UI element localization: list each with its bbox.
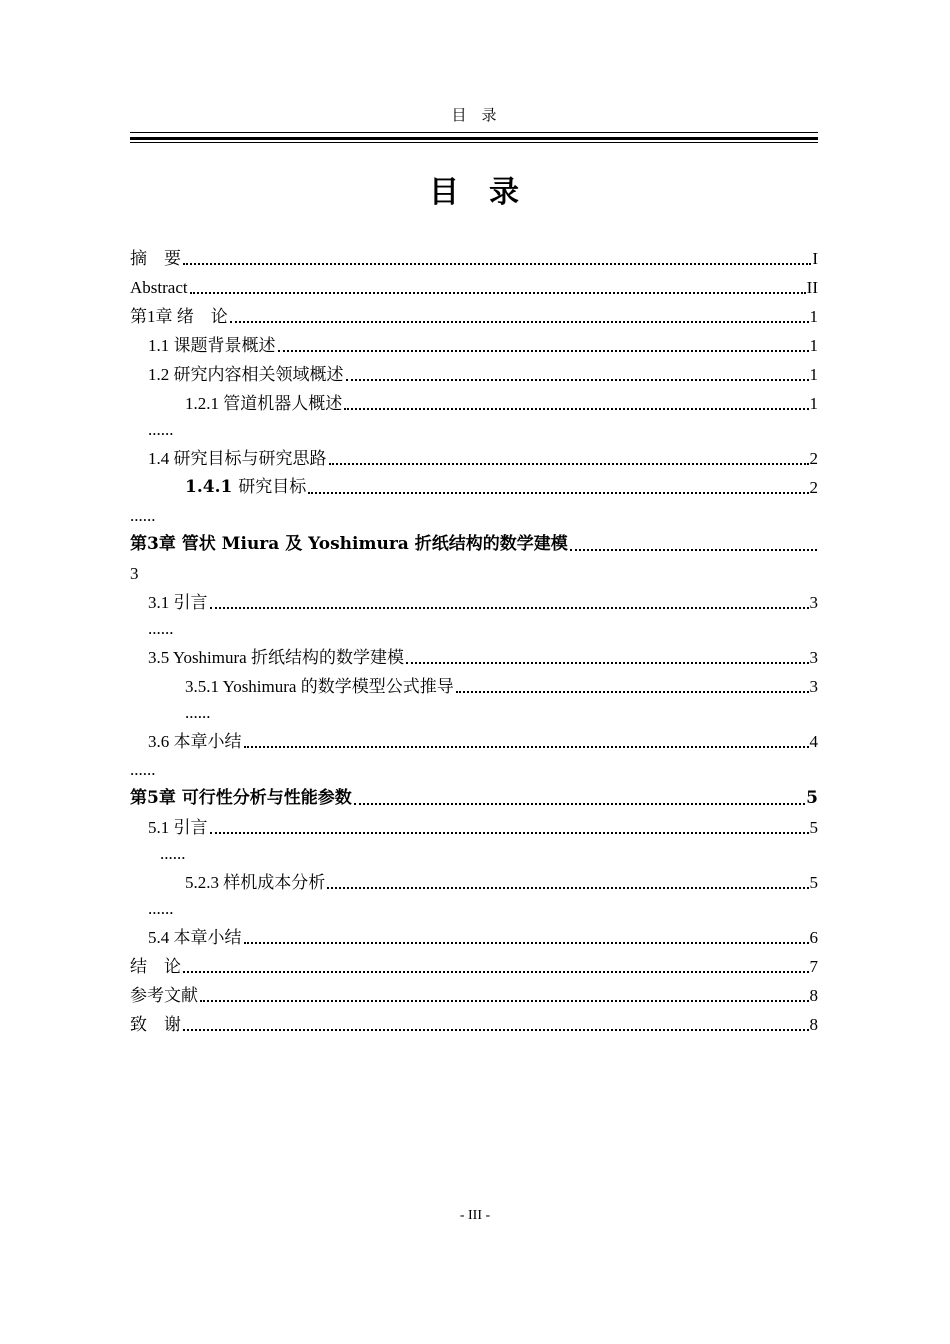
toc-entry-page: 1	[809, 336, 818, 355]
toc-entry-label: ......	[130, 506, 156, 525]
toc-entry-label: 3.1 引言	[148, 593, 208, 612]
toc-ellipsis	[130, 698, 818, 724]
toc-dot-leader	[354, 803, 805, 805]
toc-entry-label: 3.5 Yoshimura 折纸结构的数学建模	[148, 648, 404, 667]
toc-entry[interactable]	[130, 669, 818, 698]
toc-entry[interactable]	[130, 724, 818, 753]
toc-entry-label: 5.4 本章小结	[148, 928, 242, 947]
toc-entry-label: 1.2.1 管道机器人概述	[185, 394, 343, 413]
toc-entry[interactable]	[130, 640, 818, 669]
toc-entry-label: 5.1 引言	[148, 818, 208, 837]
toc-entry-label: ......	[160, 844, 186, 863]
toc-entry[interactable]	[130, 299, 818, 328]
toc-entry[interactable]	[130, 328, 818, 357]
toc-entry-page: 7	[809, 957, 818, 976]
toc-entry-label: 参考文献	[130, 986, 198, 1005]
toc-entry[interactable]	[130, 386, 818, 415]
toc-entry-label: 摘 要	[130, 249, 181, 268]
toc-entry[interactable]	[130, 920, 818, 949]
toc-entry-label: 结 论	[130, 957, 181, 976]
toc-entry-page: 3	[809, 677, 818, 696]
toc-entry[interactable]	[130, 865, 818, 894]
toc-dot-leader	[183, 263, 811, 265]
toc-entry-label: ......	[130, 760, 156, 779]
toc-entry[interactable]	[130, 781, 818, 810]
toc-dot-leader	[190, 292, 806, 294]
toc-dot-leader	[200, 1000, 809, 1002]
toc-entry-label: 1.2 研究内容相关领域概述	[148, 365, 344, 384]
toc-dot-leader	[406, 662, 809, 664]
toc-ellipsis	[130, 894, 818, 920]
toc-entry[interactable]	[130, 810, 818, 839]
toc-entry-page: 6	[809, 928, 818, 947]
toc-entry[interactable]	[130, 270, 818, 299]
page-header	[130, 106, 818, 143]
page-title: 目 录	[429, 176, 519, 209]
toc-entry-label: 第3章 管状 Miura 及 Yoshimura 折纸结构的数学建模	[130, 534, 568, 554]
toc-entry-page: 5	[806, 788, 818, 808]
toc-dot-leader	[210, 607, 809, 609]
toc-entry[interactable]	[130, 357, 818, 386]
toc-dot-leader	[344, 408, 808, 410]
toc-entry-label: Abstract	[130, 278, 188, 297]
toc-entry-page: 5	[809, 873, 818, 892]
toc-entry-page: 4	[809, 732, 818, 751]
toc-ellipsis	[130, 614, 818, 640]
toc-dot-leader	[308, 492, 808, 494]
toc-dot-leader	[210, 832, 809, 834]
toc-entry[interactable]	[130, 978, 818, 1007]
toc-entry[interactable]	[130, 1007, 818, 1036]
toc-entry-page: II	[806, 278, 818, 297]
toc-entry-label: ......	[148, 899, 174, 918]
toc-dot-leader	[278, 350, 809, 352]
toc-entry-label: 第1章 绪 论	[130, 307, 228, 326]
toc-entry-page: I	[812, 249, 818, 268]
toc-entry-label: 1.4 研究目标与研究思路	[148, 449, 327, 468]
toc-entry[interactable]	[130, 527, 818, 556]
toc-entry-label: 5.2.3 样机成本分析	[185, 873, 326, 892]
toc-ellipsis	[130, 499, 818, 527]
toc-entry-page: 1	[809, 365, 818, 384]
toc-entry-label: 3.5.1 Yoshimura 的数学模型公式推导	[185, 677, 454, 696]
toc-ellipsis	[130, 753, 818, 781]
toc-entry-page: 3	[809, 593, 818, 612]
toc-dot-leader	[329, 463, 809, 465]
header-rule-thick	[130, 137, 818, 140]
toc-entry-page: 1	[809, 307, 818, 326]
toc-entry-label: ......	[148, 619, 174, 638]
toc-entry-label: ......	[148, 420, 174, 439]
toc-entry[interactable]	[130, 241, 818, 270]
toc-entry-page: 8	[809, 1015, 818, 1034]
toc-dot-leader	[230, 321, 809, 323]
toc-entry-page: 3	[809, 648, 818, 667]
toc-dot-leader	[456, 691, 809, 693]
toc-entry-page: 1	[809, 394, 818, 413]
toc-entry-page: 2	[809, 478, 818, 497]
toc-ellipsis	[130, 839, 818, 865]
toc-entry-label: 1.1 课题背景概述	[148, 336, 276, 355]
toc-entry[interactable]	[130, 441, 818, 470]
toc-entry-label: 第5章 可行性分析与性能参数	[130, 788, 352, 808]
toc-entry-page: 2	[809, 449, 818, 468]
toc-entry[interactable]	[130, 470, 818, 499]
toc-entry-label: 3.6 本章小结	[148, 732, 242, 751]
toc-entry-page: 5	[809, 818, 818, 837]
toc-ellipsis	[130, 415, 818, 441]
toc-dot-leader	[244, 942, 809, 944]
toc-dot-leader	[570, 549, 817, 551]
toc-dot-leader	[327, 887, 808, 889]
toc-dot-leader	[183, 971, 809, 973]
toc-dot-leader	[183, 1029, 809, 1031]
toc-entry-number: 1.4.1	[185, 477, 239, 497]
toc-wrapped-page-number	[130, 556, 818, 585]
toc-list	[130, 241, 818, 1036]
toc-dot-leader	[346, 379, 809, 381]
toc-entry-label: 1.4.1 研究目标	[185, 477, 307, 497]
toc-dot-leader	[244, 746, 809, 748]
footer-page-number: - III -	[459, 1208, 491, 1223]
toc-entry[interactable]	[130, 585, 818, 614]
toc-entry[interactable]	[130, 949, 818, 978]
toc-entry-page: 8	[809, 986, 818, 1005]
toc-entry-label: ......	[185, 703, 211, 722]
toc-entry-label: 致 谢	[130, 1015, 181, 1034]
header-rule-thin	[130, 142, 818, 143]
running-head-title: 目 录	[130, 106, 818, 133]
toc-entry-label: 3	[130, 564, 139, 583]
